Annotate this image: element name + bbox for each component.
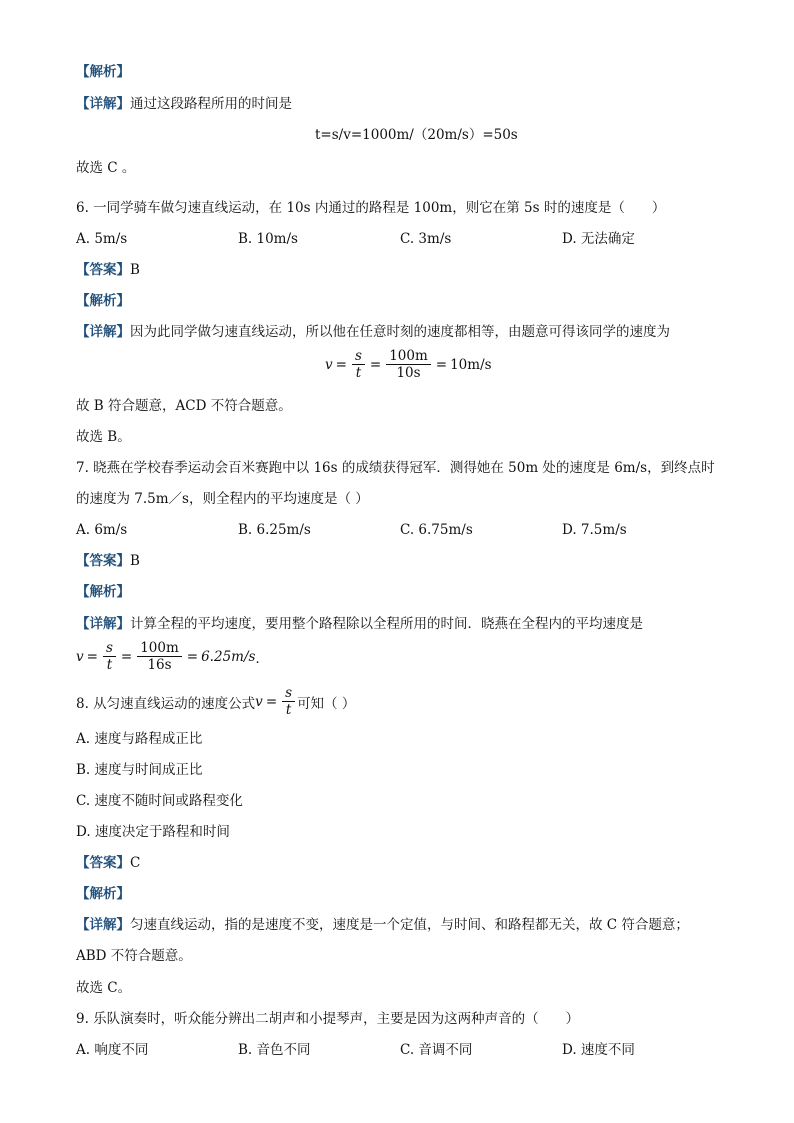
eq-lhs: v: [76, 648, 84, 665]
q8-option-c: C. 速度不随时间或路程变化: [76, 793, 243, 809]
q7-speed-equation: v = $\frac{s}{t}$ = $\frac{100m}{16s}$ = 6.25m/s ．: [76, 640, 269, 673]
answer-value: B: [130, 553, 140, 569]
q6-analysis-heading: [76, 292, 130, 310]
analysis-tag: 【解析】: [76, 64, 130, 80]
detail-tag: 【详解】: [76, 616, 130, 632]
analysis-tag: 【解析】: [76, 886, 130, 902]
q7-detail: [76, 615, 643, 633]
q8-stem-v: v: [255, 693, 263, 710]
q9-option-a: A. 响度不同: [76, 1042, 149, 1058]
eq-fraction-st: $\frac{s}{t}$: [352, 348, 365, 381]
detail-tag: 【详解】: [76, 96, 130, 112]
q8-detail: [76, 916, 689, 934]
q7-option-d: D. 7.5m/s: [562, 522, 627, 538]
q7-analysis-heading: [76, 583, 130, 601]
answer-tag: 【答案】: [76, 855, 130, 871]
analysis-tag: 【解析】: [76, 584, 130, 600]
q8-stem-fraction: $\frac{s}{t}$: [282, 685, 295, 718]
q8-option-d: D. 速度决定于路程和时间: [76, 824, 230, 840]
q7-answer: [76, 552, 140, 570]
question-6-stem: 6. 一同学骑车做匀速直线运动，在 10s 内通过的路程是 100m，则它在第 5s 时的速度是（ ）: [76, 200, 666, 216]
answer-tag: 【答案】: [76, 553, 130, 569]
detail-text: 因为此同学做匀速直线运动，所以他在任意时刻的速度都相等，由题意可得该同学的速度为: [130, 324, 670, 340]
question-9-stem: 9. 乐队演奏时，听众能分辨出二胡声和小提琴声，主要是因为这两种声音的（ ）: [76, 1011, 580, 1027]
conclusion-line: 故选 C 。: [76, 160, 136, 176]
q8-stem-post: 可知（ ）: [297, 695, 356, 712]
detail-text: 计算全程的平均速度，要用整个路程除以全程所用的时间．晓燕在全程内的平均速度是: [130, 616, 643, 632]
q6-option-b: B. 10m/s: [238, 231, 298, 247]
q9-option-c: C. 音调不同: [400, 1042, 473, 1058]
q6-answer: [76, 261, 140, 279]
q6-option-c: C. 3m/s: [400, 231, 452, 247]
q7-option-b: B. 6.25m/s: [238, 522, 311, 538]
q6-option-d: D. 无法确定: [562, 231, 635, 247]
eq-fraction-values: $\frac{100m}{16s}$: [137, 640, 182, 673]
eq-result: 10m/s: [450, 356, 492, 373]
q8-option-b: B. 速度与时间成正比: [76, 762, 203, 778]
answer-tag: 【答案】: [76, 262, 130, 278]
q8-option-a: A. 速度与路程成正比: [76, 731, 203, 747]
detail-tag: 【详解】: [76, 917, 130, 933]
q8-conclusion: 故选 C。: [76, 980, 132, 996]
question-7-stem-line1: 7. 晓燕在学校春季运动会百米赛跑中以 16s 的成绩获得冠军．测得她在 50m 处的速度是 6m/s，到终点时: [76, 460, 715, 476]
detail-text: 通过这段路程所用的时间是: [130, 96, 292, 112]
answer-value: B: [130, 262, 140, 278]
q6-speed-equation: v = $\frac{s}{t}$ = $\frac{100m}{10s}$ = 10m/s: [325, 348, 492, 381]
detail-line: [76, 95, 292, 113]
q6-line1: 故 B 符合题意，ACD 不符合题意。: [76, 398, 292, 414]
eq-result: 6.25m/s: [201, 648, 256, 665]
question-7-stem-line2: 的速度为 7.5m／s，则全程内的平均速度是（ ）: [76, 491, 369, 507]
q7-option-a: A. 6m/s: [76, 522, 128, 538]
q6-detail: [76, 323, 670, 341]
time-formula: t=s/v=1000m/（20m/s）=50s: [315, 127, 518, 143]
eq-lhs: v: [325, 356, 333, 373]
q9-option-b: B. 音色不同: [238, 1042, 311, 1058]
detail-tag: 【详解】: [76, 324, 130, 340]
q6-option-a: A. 5m/s: [76, 231, 128, 247]
q8-analysis-heading: [76, 885, 130, 903]
analysis-heading: [76, 63, 130, 81]
q7-option-c: C. 6.75m/s: [400, 522, 473, 538]
answer-value: C: [130, 855, 141, 871]
eq-end: ．: [255, 650, 269, 667]
q8-answer: [76, 854, 140, 872]
q8-detail-line2: ABD 不符合题意。: [76, 948, 192, 964]
q9-option-d: D. 速度不同: [562, 1042, 635, 1058]
q8-stem-pre: 8. 从匀速直线运动的速度公式: [76, 695, 256, 712]
question-8-stem: 8. 从匀速直线运动的速度公式 v = $\frac{s}{t}$ 可知（ ）: [76, 685, 356, 718]
eq-fraction-values: $\frac{100m}{10s}$: [386, 348, 431, 381]
eq-fraction-st: $\frac{s}{t}$: [103, 640, 116, 673]
analysis-tag: 【解析】: [76, 293, 130, 309]
q6-line2: 故选 B。: [76, 429, 131, 445]
detail-text: 匀速直线运动，指的是速度不变，速度是一个定值，与时间、和路程都无关，故 C 符合题意；: [130, 917, 689, 933]
